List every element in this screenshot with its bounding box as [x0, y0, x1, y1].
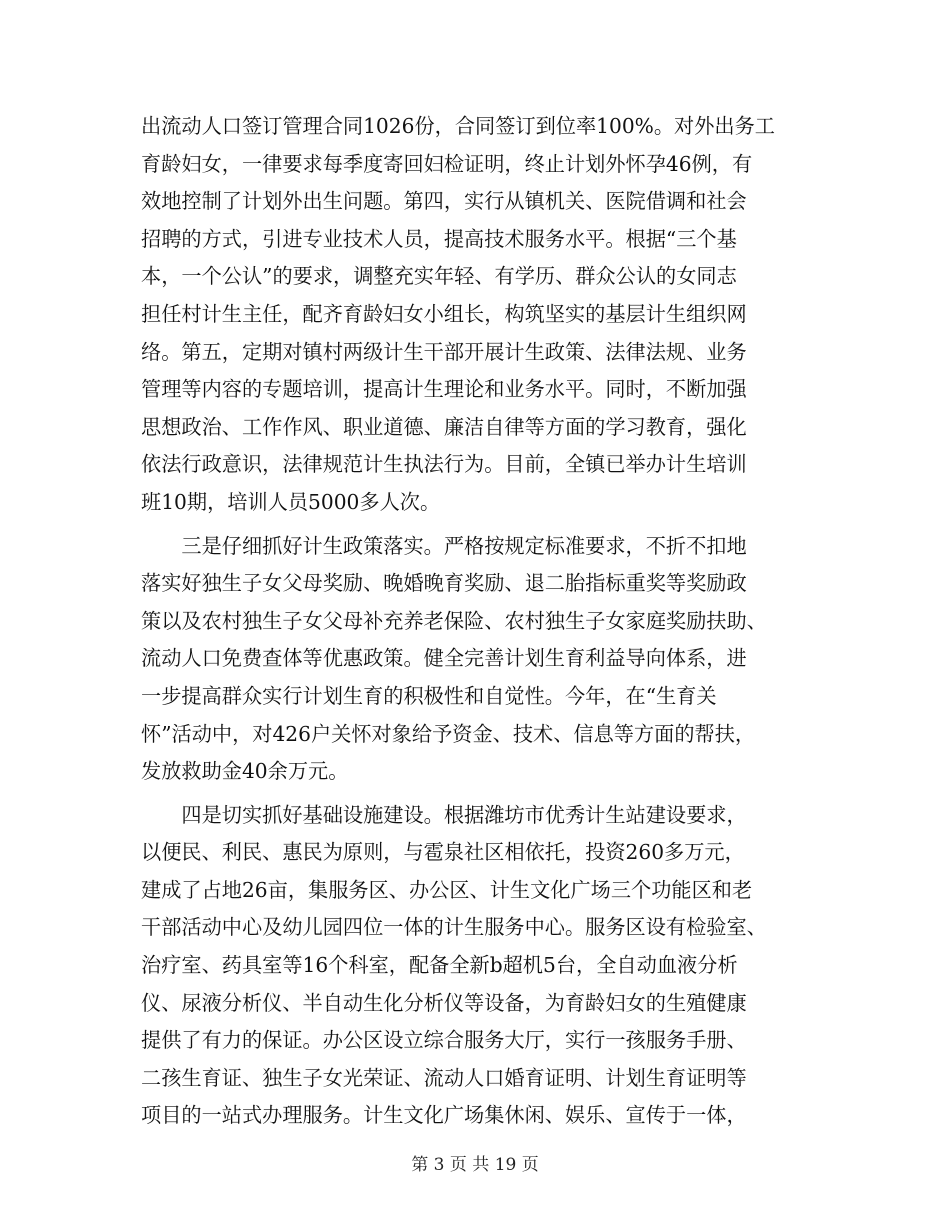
text-line: 项目的一站式办理服务。计生文化广场集休闲、娱乐、宣传于一体，	[141, 1103, 747, 1128]
page-number-footer: 第 3 页 共 19 页	[411, 1155, 539, 1175]
text-line: 发放救助金40余万元。	[141, 759, 349, 784]
text-line: 以便民、利民、惠民为原则，与雹泉社区相依托，投资260多万元，	[141, 840, 745, 865]
text-line: 依法行政意识，法律规范计生执法行为。目前，全镇已举办计生培训	[141, 452, 747, 477]
text-line: 治疗室、药具室等16个科室，配备全新b超机5台，全自动血液分析	[141, 953, 738, 978]
text-line: 建成了占地26亩，集服务区、办公区、计生文化广场三个功能区和老	[141, 877, 753, 902]
text-line: 一步提高群众实行计划生育的积极性和自觉性。今年，在“生育关	[141, 683, 717, 708]
text-line: 思想政治、工作作风、职业道德、廉洁自律等方面的学习教育，强化	[141, 414, 747, 439]
text-line: 二孩生育证、独生子女光荣证、流动人口婚育证明、计划生育证明等	[141, 1065, 747, 1090]
text-line: 策以及农村独生子女父母补充养老保险、农村独生子女家庭奖励扶助、	[141, 608, 767, 633]
text-line: 三是仔细抓好计生政策落实。严格按规定标准要求，不折不扣地	[141, 533, 747, 558]
text-line: 四是切实抓好基础设施建设。根据潍坊市优秀计生站建设要求，	[141, 802, 747, 827]
text-line: 仪、尿液分析仪、半自动生化分析仪等设备，为育龄妇女的生殖健康	[141, 990, 747, 1015]
body-text	[141, 108, 806, 1135]
text-line: 落实好独生子女父母奖励、晚婚晚育奖励、退二胎指标重奖等奖励政	[141, 571, 747, 596]
text-line: 育龄妇女，一律要求每季度寄回妇检证明，终止计划外怀孕46例，有	[141, 151, 753, 176]
text-line: 流动人口免费查体等优惠政策。健全完善计划生育利益导向体系，进	[141, 646, 747, 671]
text-line: 班10期，培训人员5000多人次。	[141, 489, 441, 514]
text-line: 提供了有力的保证。办公区设立综合服务大厅，实行一孩服务手册、	[141, 1028, 747, 1053]
text-line: 效地控制了计划外出生问题。第四，实行从镇机关、医院借调和社会	[141, 189, 747, 214]
text-line: 干部活动中心及幼儿园四位一体的计生服务中心。服务区设有检验室、	[141, 915, 767, 940]
text-line: 络。第五，定期对镇村两级计生干部开展计生政策、法律法规、业务	[141, 339, 747, 364]
text-line: 本，一个公认”的要求，调整充实年轻、有学历、群众公认的女同志	[141, 264, 737, 289]
text-line: 管理等内容的专题培训，提高计生理论和业务水平。同时，不断加强	[141, 377, 747, 402]
text-line: 出流动人口签订管理合同1026份，合同签订到位率100%。对外出务工	[141, 114, 775, 138]
text-line: 招聘的方式，引进专业技术人员，提高技术服务水平。根据“三个基	[141, 226, 737, 251]
text-line: 担任村计生主任，配齐育龄妇女小组长，构筑坚实的基层计生组织网	[141, 301, 747, 326]
text-line: 怀”活动中，对426户关怀对象给予资金、技术、信息等方面的帮扶，	[141, 721, 756, 746]
